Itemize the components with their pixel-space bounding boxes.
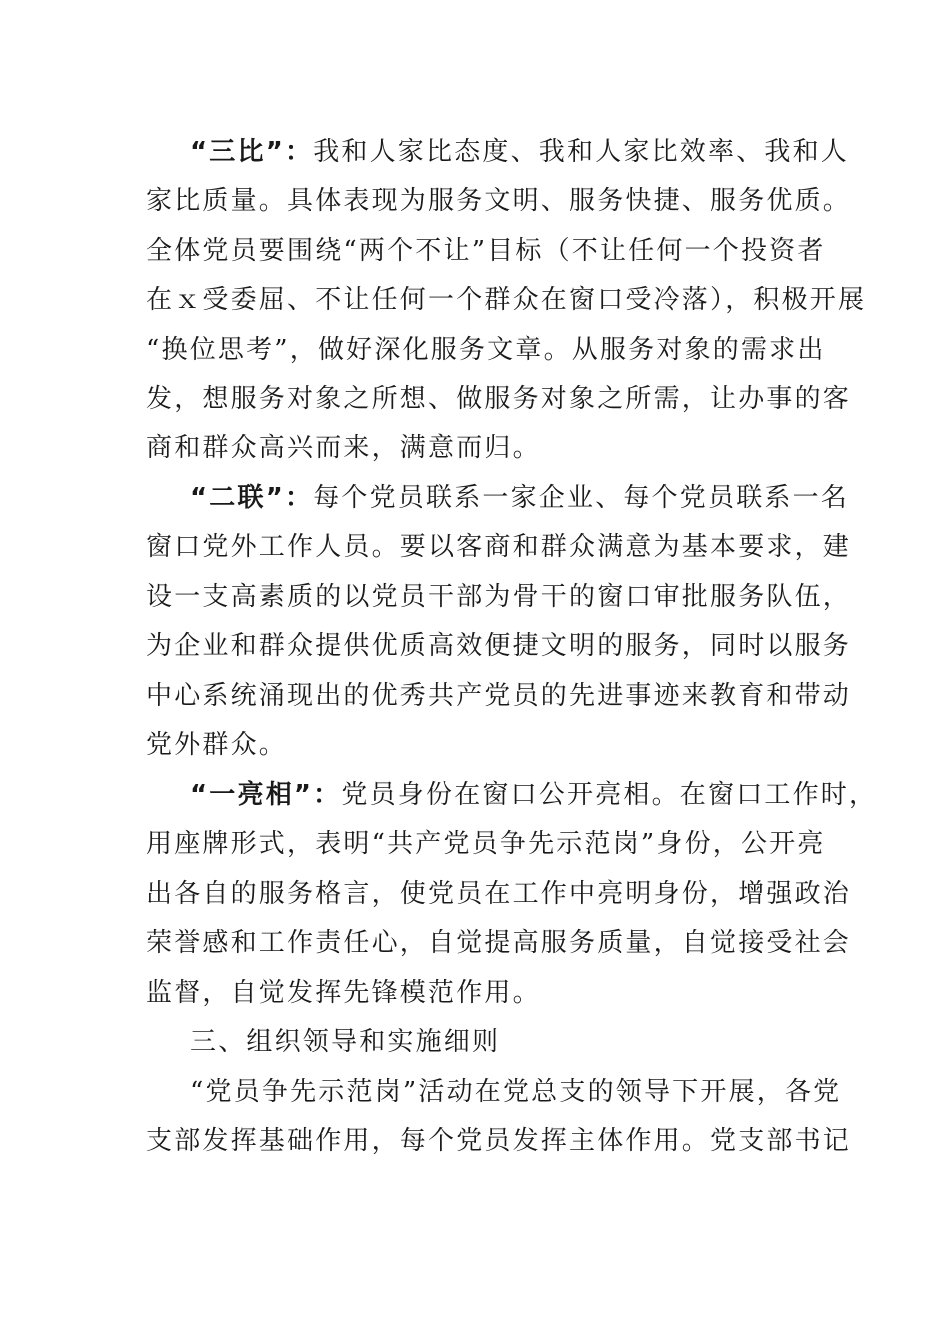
paragraph-1-line-1 [190, 137, 849, 167]
paragraph-1-line-6: 发，想服务对象之所想、做服务对象之所需，让办事的客 [146, 384, 852, 414]
paragraph-1-lead: “三比”： [190, 137, 314, 167]
paragraph-3-line-1 [190, 780, 877, 810]
paragraph-3-line-5: 监督，自觉发挥先锋模范作用。 [146, 978, 541, 1008]
paragraph-2-line-4: 为企业和群众提供优质高效便捷文明的服务，同时以服务 [146, 631, 852, 661]
paragraph-3-line-4: 荣誉感和工作责任心，自觉提高服务质量，自觉接受社会 [146, 928, 852, 958]
paragraph-2-text: 每个党员联系一家企业、每个党员联系一名 [313, 483, 849, 513]
paragraph-1-line-4: 在ｘ受委屈、不让任何一个群众在窗口受冷落），积极开展 [146, 285, 867, 315]
paragraph-2-lead: “二联”： [190, 483, 314, 513]
paragraph-2-line-1 [190, 483, 849, 513]
paragraph-1-text: 我和人家比态度、我和人家比效率、我和人 [313, 137, 849, 167]
section-heading: 三、组织领导和实施细则 [190, 1027, 501, 1057]
paragraph-1-line-2: 家比质量。具体表现为服务文明、服务快捷、服务优质。 [146, 186, 852, 216]
paragraph-2-line-2: 窗口党外工作人员。要以客商和群众满意为基本要求，建 [146, 532, 852, 562]
paragraph-2-line-6: 党外群众。 [146, 730, 288, 760]
paragraph-1-line-5: “换位思考”，做好深化服务文章。从服务对象的需求出 [146, 335, 826, 365]
paragraph-1-line-3: 全体党员要围绕“两个不让”目标（不让任何一个投资者 [146, 236, 826, 266]
paragraph-1-line-7: 商和群众高兴而来，满意而归。 [146, 433, 541, 463]
paragraph-4-line-2: 支部发挥基础作用，每个党员发挥主体作用。党支部书记 [146, 1126, 852, 1156]
paragraph-3-lead: “一亮相”： [190, 780, 342, 810]
paragraph-3-text: 党员身份在窗口公开亮相。在窗口工作时， [341, 780, 878, 810]
paragraph-3-line-2: 用座牌形式，表明“共产党员争先示范岗”身份，公开亮 [146, 829, 826, 859]
paragraph-3-line-3: 出各自的服务格言，使党员在工作中亮明身份，增强政治 [146, 879, 852, 909]
paragraph-4-line-1: “党员争先示范岗”活动在党总支的领导下开展，各党 [190, 1077, 842, 1107]
paragraph-2-line-3: 设一支高素质的以党员干部为骨干的窗口审批服务队伍， [146, 582, 852, 612]
paragraph-2-line-5: 中心系统涌现出的优秀共产党员的先进事迹来教育和带动 [146, 681, 852, 711]
